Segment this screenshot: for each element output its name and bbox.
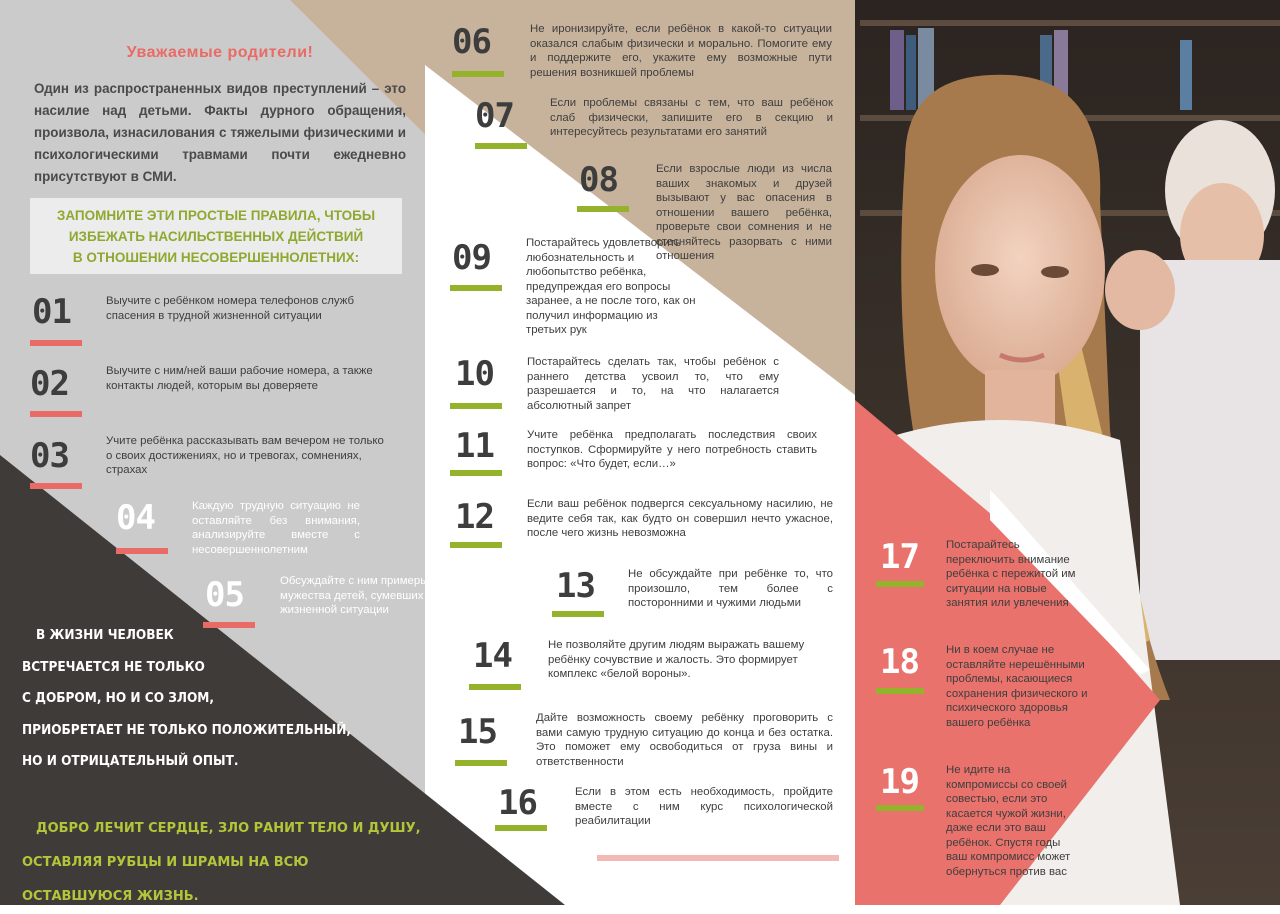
rule-underline xyxy=(450,542,502,548)
rule-underline xyxy=(495,825,547,831)
banner-line: В ОТНОШЕНИИ НЕСОВЕРШЕННОЛЕТНИХ: xyxy=(72,250,360,265)
rule-text: Если в этом есть необходимость, пройдите вместе с ним курс психологической реабилитации xyxy=(575,786,833,827)
quote-line: В ЖИЗНИ ЧЕЛОВЕК xyxy=(36,627,174,643)
rule-text: Не обсуждайте при ребёнке то, что произошло, тем более с посторонними и чужими людьми xyxy=(628,568,833,609)
rule-underline xyxy=(30,483,82,489)
rule-number: 13 xyxy=(556,566,595,606)
rule-number: 01 xyxy=(32,292,71,332)
page-title: Уважаемые родители! xyxy=(126,44,314,61)
rule-number: 07 xyxy=(475,96,514,136)
rule-number: 10 xyxy=(455,354,494,394)
quote-line: НО И ОТРИЦАТЕЛЬНЫЙ ОПЫТ. xyxy=(22,753,239,769)
rule-text-content: Ни в коем случае не оставляйте нерешёнными проблемы, касающиеся сохранения физического и психического здоровья вашего ребёнка xyxy=(946,644,1088,729)
rule-underline xyxy=(30,411,82,417)
rule-number: 19 xyxy=(880,762,919,802)
quote-line: ВСТРЕЧАЕТСЯ НЕ ТОЛЬКО xyxy=(22,658,205,675)
rule-underline xyxy=(577,206,629,212)
rule-text xyxy=(876,763,1076,879)
rule-number: 12 xyxy=(455,497,494,537)
rule-text-content: Постарайтесь переключить внимание ребёнка с пережитой им ситуации на новые занятия или увлечения xyxy=(946,539,1076,609)
rule-underline xyxy=(450,470,502,476)
rule-text: Выучите с ребёнком номера телефонов служб спасения в трудной жизненной ситуации xyxy=(106,295,354,322)
rule-text xyxy=(436,236,698,338)
rule-number: 03 xyxy=(30,436,69,476)
rule-underline xyxy=(452,71,504,77)
rule-underline xyxy=(116,548,168,554)
rule-number: 06 xyxy=(452,22,491,62)
rule-underline xyxy=(455,760,507,766)
rule-text-content: Постарайтесь удовлетворить любознательность и любопытство ребёнка, предупреждая его вопросы заранее, а не после того, как он получил информацию из третьих рук xyxy=(526,237,696,336)
decorative-line xyxy=(597,855,839,861)
rule-text: Дайте возможность своему ребёнку проговорить с вами самую трудную ситуацию до конца и без остатка. Это поможет ему освободиться от груза вины и ответственности xyxy=(536,712,833,768)
rule-underline xyxy=(450,403,502,409)
rule-number: 11 xyxy=(455,426,494,466)
rule-text: Постарайтесь сделать так, чтобы ребёнок с раннего детства усвоил то, что ему разрешается и то, на что налагается абсолютный запрет xyxy=(527,356,779,412)
rule-underline xyxy=(475,143,527,149)
quote-block xyxy=(22,620,412,778)
rule-number: 17 xyxy=(880,537,919,577)
rules-banner-text xyxy=(30,205,402,268)
rule-number: 14 xyxy=(473,636,512,676)
rule-text: Если ваш ребёнок подвергся сексуальному насилию, не ведите себя так, как будто он совершил нечто ужасное, после чего жизнь невозможна xyxy=(527,498,833,539)
rule-text: Каждую трудную ситуацию не оставляйте без внимания, анализируйте вместе с несовершеннолетним xyxy=(192,500,360,556)
rule-number: 02 xyxy=(30,364,69,404)
rule-text xyxy=(876,643,1091,730)
rule-number: 05 xyxy=(205,575,244,615)
rule-number: 08 xyxy=(579,160,618,200)
rule-number: 09 xyxy=(452,238,491,278)
rule-text: Не позволяйте другим людям выражать вашему ребёнку сочувствие и жалость. Это формирует комплекс «белой вороны». xyxy=(548,639,805,680)
rule-text: Обсуждайте с ним примеры находчивости и мужества детей, сумевших выйти из трудной жизненной ситуации xyxy=(280,575,520,616)
rule-number: 16 xyxy=(498,783,537,823)
rule-text: Если проблемы связаны с тем, что ваш ребёнок слаб физически, запишите его в секцию и интересуйтесь результатами его занятий xyxy=(550,97,833,138)
rule-underline xyxy=(469,684,521,690)
slogan-line: ОСТАВЛЯЯ РУБЦЫ И ШРАМЫ НА ВСЮ ОСТАВШУЮСЯ ЖИЗНЬ. xyxy=(22,855,309,904)
rule-text: Если взрослые люди из числа ваших знакомых и друзей вызывают у вас опасения в отношении вашего ребёнка, проверьте свои сомнения и не стесняйтесь разорвать с ними отношения xyxy=(656,163,832,262)
quote-line: ПРИОБРЕТАЕТ НЕ ТОЛЬКО ПОЛОЖИТЕЛЬНЫЙ, xyxy=(22,721,351,738)
banner-line: ЗАПОМНИТЕ ЭТИ ПРОСТЫЕ ПРАВИЛА, ЧТОБЫ xyxy=(56,208,376,223)
slogan-line: ДОБРО ЛЕЧИТ СЕРДЦЕ, ЗЛО РАНИТ ТЕЛО И ДУШУ, xyxy=(36,821,421,836)
banner-line: ИЗБЕЖАТЬ НАСИЛЬСТВЕННЫХ ДЕЙСТВИЙ xyxy=(68,229,364,244)
intro-paragraph: Один из распространенных видов преступлений – это насилие над детьми. Факты дурного обращения, произвола, изнасилования с тяжелыми физическими и психологическими травмами почти ежедневно присутствуют в СМИ. xyxy=(34,81,406,184)
rule-text: Учите ребёнка предполагать последствия своих поступков. Сформируйте у него потребность ставить вопрос: «Что будет, если…» xyxy=(527,429,817,470)
rule-text-content: Не идите на компромиссы со своей совестью, если это касается чужой жизни, даже если это ваш ребёнок. Спустя годы ваш компромисс может обернуться против вас xyxy=(946,764,1071,878)
slogan-block xyxy=(22,812,422,914)
rule-text: Учите ребёнка рассказывать вам вечером не только о своих достижениях, но и тревогах, сомнениях, страхах xyxy=(106,435,384,476)
rule-underline xyxy=(552,611,604,617)
rule-text: Не иронизируйте, если ребёнок в какой-то ситуации оказался слабым физически и морально. Помогите ему и поддержите его, укажите ему возможные пути решения возникшей проблемы xyxy=(530,23,832,79)
rule-number: 18 xyxy=(880,642,919,682)
rule-underline xyxy=(30,340,82,346)
rule-text xyxy=(876,538,1076,611)
rule-number: 04 xyxy=(116,498,155,538)
rule-number: 15 xyxy=(458,712,497,752)
rule-text: Выучите с ним/ней ваши рабочие номера, а также контакты людей, которым вы доверяете xyxy=(106,365,373,392)
quote-line: С ДОБРОМ, НО И СО ЗЛОМ, xyxy=(22,690,214,706)
